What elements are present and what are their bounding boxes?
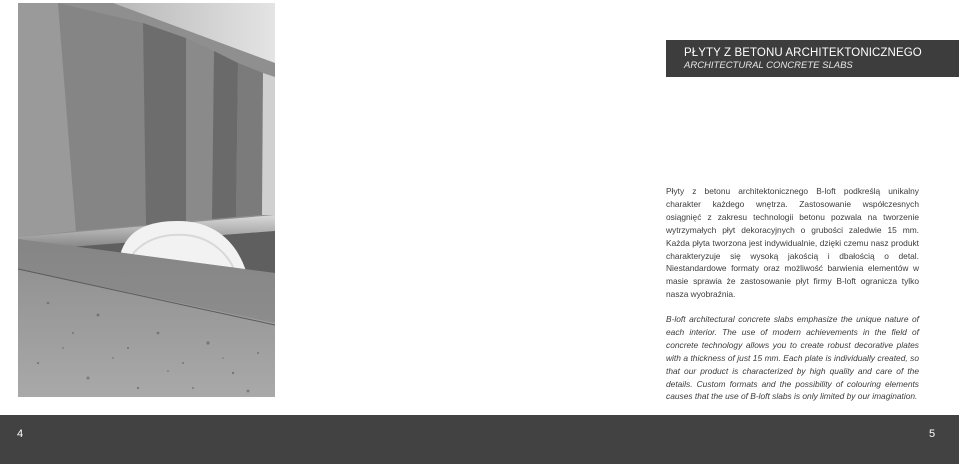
title-bar xyxy=(666,40,959,77)
page-number-right: 5 xyxy=(929,428,936,440)
body-text-polish: Płyty z betonu architektonicznego B-loft podkreślą unikalny charakter każdego wnętrza. Zastosowanie współczesnych osiągnięć z zakresu technologii betonu pozwala na tworzenie wytrzymałych płyt dekoracyjnych o grubości zaledwie 15 mm. Każda płyta tworzona jest indywidualnie, dzięki czemu nasz produkt charakteryzuje się wysoką jakością i dbałością o detal. Niestandardowe formaty oraz możliwość barwienia elementów w masie sprawia że zastosowanie płyt firmy B-loft ogranicza tylko nasza wyobraźnia. xyxy=(666,186,919,300)
page-number-left: 4 xyxy=(17,428,24,440)
concrete-interior-photo xyxy=(18,3,275,397)
concrete-interior-illustration xyxy=(18,3,275,397)
body-text-english: B-loft architectural concrete slabs emphasize the unique nature of each interior. The use of modern achievements in the field of concrete technology allows you to create robust decorative plates with a thickness of just 15 mm. Each plate is individually created, so that our product is characterized by high quality and care of the details. Custom formats and the possibility of colouring elements causes that the use of B-loft slabs is only limited by our imagination. xyxy=(666,314,919,402)
footer-bar xyxy=(0,415,959,464)
page-subtitle: ARCHITECTURAL CONCRETE SLABS xyxy=(684,60,853,71)
page-title: PŁYTY Z BETONU ARCHITEKTONICZNEGO xyxy=(684,47,922,59)
